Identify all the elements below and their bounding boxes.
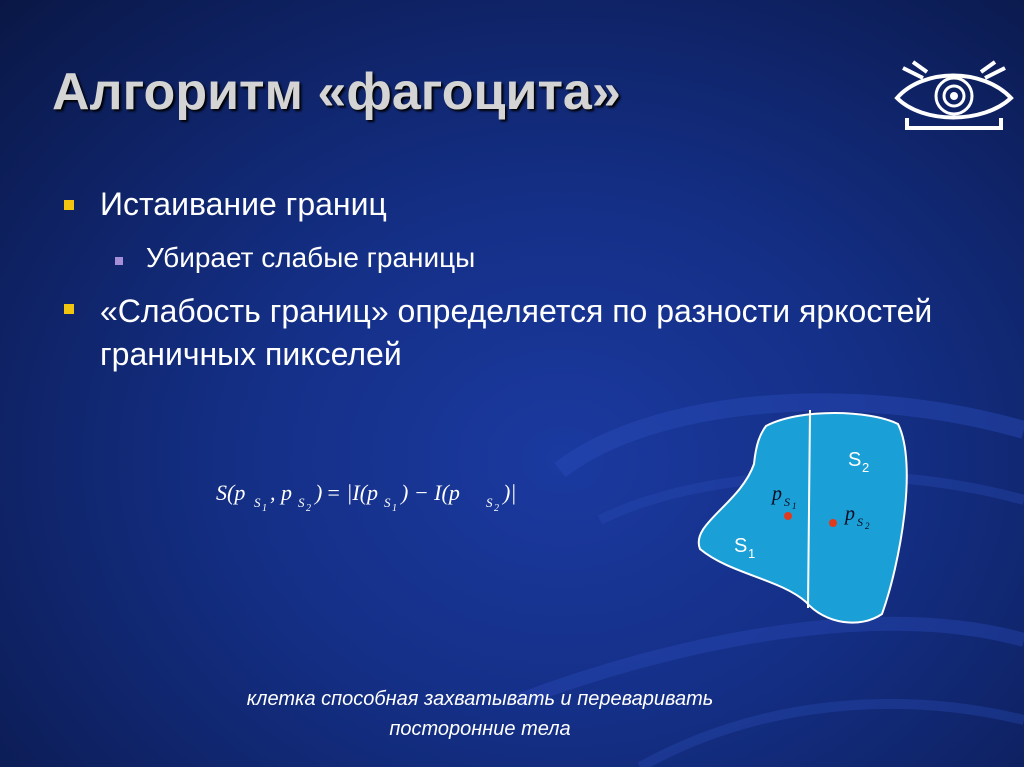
eye-logo-icon — [893, 58, 1015, 132]
formula-sub-2: 2 — [494, 503, 499, 514]
bullet-marker — [64, 304, 74, 314]
label-region-1: S — [734, 535, 748, 557]
bullet-marker — [64, 200, 74, 210]
formula-sub-s: S — [486, 495, 493, 510]
weakness-formula — [216, 474, 556, 518]
region-diagram — [690, 404, 920, 634]
svg-text:S: S — [857, 515, 863, 529]
label-region-2-sub: 2 — [862, 460, 870, 475]
sub-bullet-removes-weak: Убирает слабые границы — [146, 242, 476, 273]
svg-text:, p: , p — [270, 480, 292, 505]
label-ps2: p — [845, 503, 855, 525]
svg-text:S: S — [784, 495, 790, 509]
svg-text:): ) — [315, 480, 323, 505]
formula-sub-2: 2 — [306, 503, 311, 514]
sub-bullet-marker — [115, 257, 123, 265]
svg-text:)|: )| — [503, 480, 517, 505]
bullet-boundary-weakness: «Слабость границ» определяется по разности яркостей граничных пикселей — [100, 293, 933, 372]
formula-sub-s: S — [298, 495, 305, 510]
formula-sub-1: 1 — [262, 503, 267, 514]
svg-text:2: 2 — [865, 521, 870, 531]
slide-title: Алгоритм «фагоцита» — [52, 63, 621, 121]
formula-sub-s: S — [384, 495, 391, 510]
region-shape — [699, 413, 907, 623]
formula-sub-s: S — [254, 495, 261, 510]
formula-minus: ) − I(p — [401, 480, 460, 505]
label-region-2: S — [848, 449, 862, 471]
formula-lhs: S(p — [216, 480, 246, 505]
svg-text:1: 1 — [792, 501, 797, 511]
point-ps1 — [784, 512, 792, 520]
point-ps2 — [829, 519, 837, 527]
label-region-1-sub: 1 — [748, 546, 756, 561]
label-ps1: p — [772, 483, 782, 505]
formula-sub-1: 1 — [392, 503, 397, 514]
formula-rhs: = |I(p — [326, 480, 379, 505]
bullet-thawing-boundaries: Истаивание границ — [100, 186, 387, 222]
phagocyte-definition-caption: клетка способная захватывать и переваривать посторонние тела — [246, 688, 714, 740]
